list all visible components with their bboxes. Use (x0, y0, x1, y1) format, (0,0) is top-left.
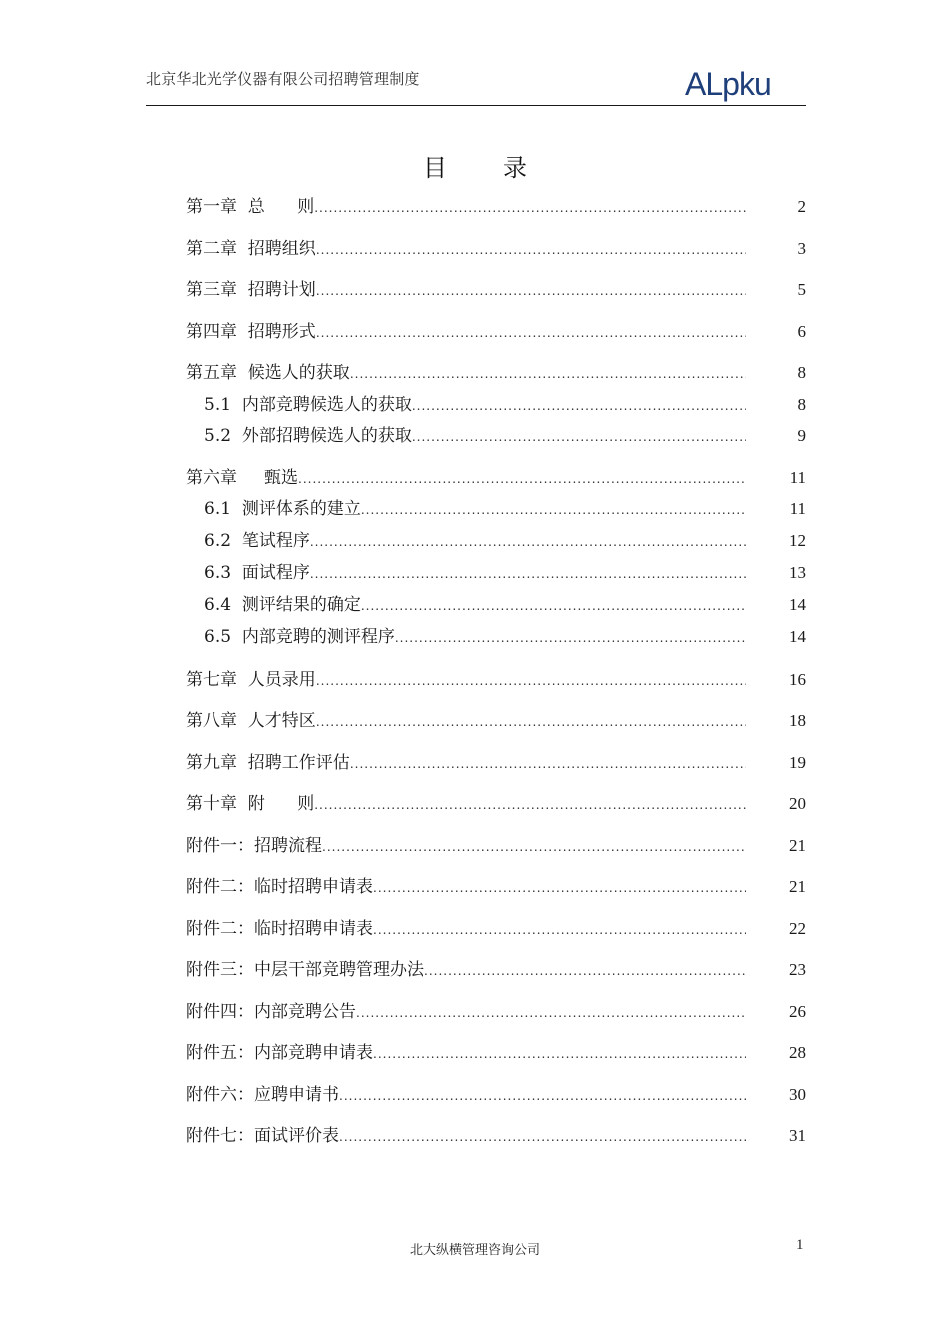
toc-dot-leader (361, 599, 746, 613)
toc-entry-page: 8 (797, 395, 806, 414)
toc-entry-page: 21 (789, 877, 806, 896)
toc-dot-leader (316, 674, 746, 688)
toc-entry-label: 附件二：临时招聘申请表 (186, 877, 373, 897)
toc-entry[interactable] (204, 526, 806, 552)
toc-entry-page: 13 (789, 563, 806, 582)
toc-entry[interactable] (186, 706, 806, 732)
footer-page-number: 1 (796, 1237, 804, 1253)
toc-entry[interactable] (186, 275, 806, 301)
toc-dot-leader (412, 399, 746, 413)
toc-entry[interactable] (186, 831, 806, 857)
toc-entry[interactable] (204, 390, 806, 416)
toc-entry-page: 26 (789, 1002, 806, 1021)
toc-entry[interactable] (186, 955, 806, 981)
toc-dot-leader (412, 430, 746, 444)
toc-entry[interactable] (204, 494, 806, 520)
toc-entry[interactable] (186, 317, 806, 343)
toc-dot-leader (322, 840, 746, 854)
toc-entry-label: 6.5 内部竞聘的测评程序 (204, 627, 395, 647)
toc-entry[interactable] (186, 789, 806, 815)
toc-entry-page: 9 (797, 426, 806, 445)
toc-dot-leader (316, 715, 746, 729)
toc-entry[interactable] (186, 997, 806, 1023)
toc-entry-label: 第八章 人才特区 (186, 711, 316, 731)
toc-entry-label: 附件三：中层干部竞聘管理办法 (186, 960, 424, 980)
toc-entry-page: 12 (789, 531, 806, 550)
toc-entry-page: 5 (797, 280, 806, 299)
toc-dot-leader (339, 1089, 746, 1103)
toc-entry[interactable] (186, 234, 806, 260)
toc-entry-page: 28 (789, 1043, 806, 1062)
toc-entry[interactable] (186, 872, 806, 898)
toc-entry-label: 第二章 招聘组织 (186, 239, 316, 259)
toc-entry-page: 11 (789, 468, 806, 487)
toc-entry-label: 6.1 测评体系的建立 (204, 499, 361, 519)
toc-dot-leader (316, 243, 746, 257)
toc-entry-page: 30 (789, 1085, 806, 1104)
toc-entry-label: 第三章 招聘计划 (186, 280, 316, 300)
toc-title: 目录 (423, 154, 583, 182)
toc-entry[interactable] (186, 665, 806, 691)
toc-dot-leader (316, 326, 746, 340)
toc-entry-label: 附件五：内部竞聘申请表 (186, 1043, 373, 1063)
toc-entry[interactable] (204, 421, 806, 447)
toc-entry-label: 第五章 候选人的获取 (186, 363, 350, 383)
toc-dot-leader (316, 284, 746, 298)
toc-entry[interactable] (186, 914, 806, 940)
toc-entry-label: 第七章 人员录用 (186, 670, 316, 690)
toc-entry-label: 第十章 附 则 (186, 794, 315, 814)
toc-entry[interactable] (186, 192, 806, 218)
toc-dot-leader (310, 567, 746, 581)
toc-entry[interactable] (186, 1121, 806, 1147)
toc-dot-leader (395, 631, 746, 645)
toc-dot-leader (373, 881, 746, 895)
toc-entry[interactable] (186, 1038, 806, 1064)
toc-entry-page: 18 (789, 711, 806, 730)
toc-dot-leader (298, 472, 746, 486)
toc-dot-leader (339, 1130, 746, 1144)
toc-entry-label: 附件七：面试评价表 (186, 1126, 339, 1146)
toc-entry-page: 21 (789, 836, 806, 855)
toc-entry-label: 第九章 招聘工作评估 (186, 753, 350, 773)
logo-wordmark: ALpku (685, 66, 771, 102)
toc-entry-label: 附件二：临时招聘申请表 (186, 919, 373, 939)
header-divider (146, 105, 806, 106)
toc-dot-leader (350, 757, 746, 771)
toc-entry-page: 6 (797, 322, 806, 341)
toc-entry[interactable] (186, 1080, 806, 1106)
toc-dot-leader (361, 503, 746, 517)
toc-entry-label: 6.4 测评结果的确定 (204, 595, 361, 615)
toc-entry-page: 11 (789, 499, 806, 518)
toc-entry-page: 2 (797, 197, 806, 216)
toc-entry-page: 14 (789, 595, 806, 614)
toc-entry-label: 第一章 总 则 (186, 197, 315, 217)
toc-dot-leader (373, 923, 746, 937)
toc-entry-page: 31 (789, 1126, 806, 1145)
toc-entry-label: 5.1 内部竞聘候选人的获取 (204, 395, 412, 415)
company-logo (684, 66, 810, 102)
toc-dot-leader (356, 1006, 746, 1020)
toc-dot-leader (424, 964, 746, 978)
toc-entry-label: 第四章 招聘形式 (186, 322, 316, 342)
toc-dot-leader (373, 1047, 746, 1061)
toc-entry[interactable] (204, 558, 806, 584)
toc-entry-label: 5.2 外部招聘候选人的获取 (204, 426, 412, 446)
toc-entry-label: 附件一：招聘流程 (186, 836, 322, 856)
toc-entry-page: 20 (789, 794, 806, 813)
toc-entry-page: 23 (789, 960, 806, 979)
toc-entry[interactable] (204, 590, 806, 616)
toc-entry-label: 6.2 笔试程序 (204, 531, 310, 551)
toc-entry[interactable] (186, 358, 806, 384)
toc-entry-page: 22 (789, 919, 806, 938)
toc-dot-leader (314, 201, 746, 215)
document-header-title: 北京华北光学仪器有限公司招聘管理制度 (146, 70, 420, 88)
toc-entry[interactable] (204, 622, 806, 648)
toc-entry-page: 3 (797, 239, 806, 258)
toc-entry-page: 14 (789, 627, 806, 646)
toc-entry-page: 8 (797, 363, 806, 382)
toc-entry-page: 19 (789, 753, 806, 772)
toc-entry[interactable] (186, 748, 806, 774)
toc-dot-leader (310, 535, 746, 549)
toc-entry-label: 第六章 甄选 (186, 468, 299, 488)
toc-entry-label: 附件四：内部竞聘公告 (186, 1002, 356, 1022)
toc-entry-label: 附件六：应聘申请书 (186, 1085, 339, 1105)
footer-company: 北大纵横管理咨询公司 (409, 1243, 540, 1258)
toc-entry-label: 6.3 面试程序 (204, 563, 310, 583)
toc-entry[interactable] (186, 463, 806, 489)
toc-entry-page: 16 (789, 670, 806, 689)
toc-dot-leader (350, 367, 746, 381)
toc-dot-leader (314, 798, 746, 812)
